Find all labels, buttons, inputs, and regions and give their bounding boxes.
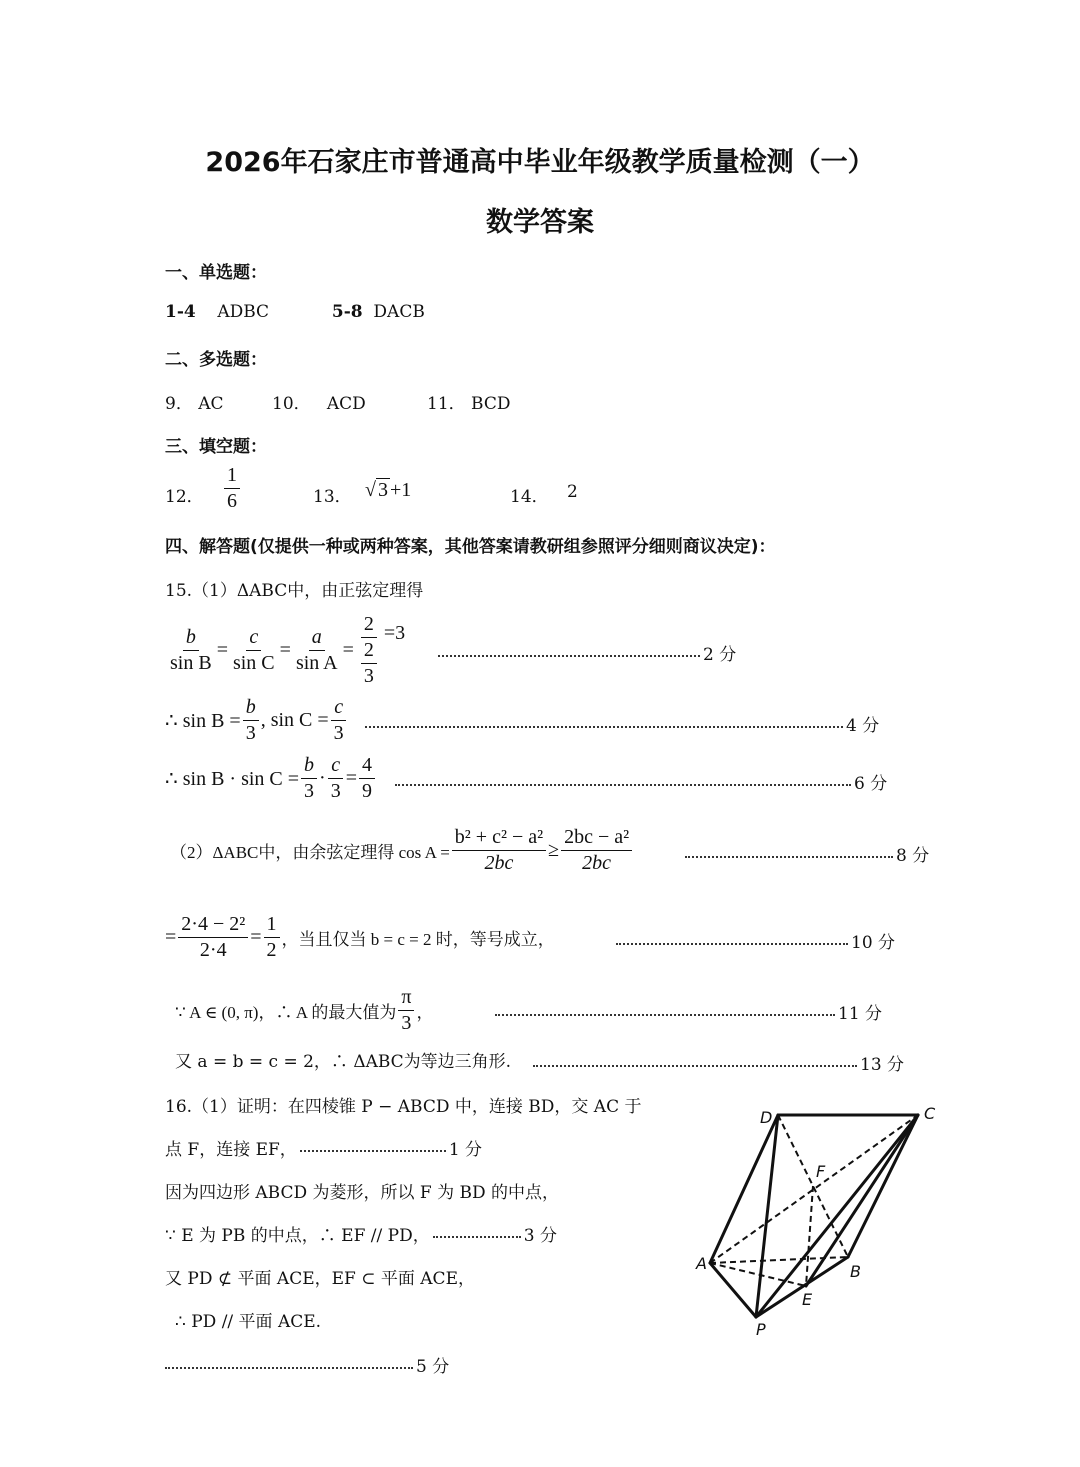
p16-line5: 又 PD ⊄ 平面 ACE，EF ⊂ 平面 ACE， [165, 1269, 475, 1289]
p15-line3-dots: 6 分 [392, 769, 887, 794]
answers-5-8: DACB [373, 302, 425, 322]
vertex-label-a: A [696, 1254, 707, 1273]
point-label-e: E [802, 1290, 813, 1309]
p15-intro: 15.（1）ΔABC中，由正弦定理得 [165, 581, 424, 601]
p15-line2: ∴ sin B = $\frac{b}{3}$ , sin C = $\frac{c}{3}$ [165, 695, 349, 746]
q11 [427, 389, 511, 414]
range-label: 5-8 [331, 302, 363, 322]
answers-1-4: ADBC [217, 302, 270, 322]
p15-line6: ∵ A ∈ (0, π)，∴ A 的最大值为 $\frac{\pi}{3}$ ， [175, 986, 434, 1034]
vertex-label-b: B [850, 1262, 861, 1281]
vertex-label-c: C [924, 1104, 936, 1123]
p15-line2-dots: 4 分 [362, 711, 879, 736]
q-number: 10． [272, 394, 311, 414]
p15-line4-dots: 8 分 [682, 841, 929, 866]
q-answer: AC [198, 394, 224, 414]
q9 [165, 389, 224, 414]
q12-number: 12． [165, 487, 204, 507]
p16-line1: 16.（1）证明：在四棱锥 P − ABCD 中，连接 BD，交 AC 于 [165, 1097, 642, 1117]
p16-line6: ∴ PD // 平面 ACE. [175, 1312, 322, 1332]
q14-number: 14． [510, 487, 549, 507]
single-choice-answers [165, 302, 425, 322]
p15-line5: = $\frac{\text{2·4 − 2²}}{2\cdot 4}$ = $\frac{1}{2}$ ，当且仅当 b = c = 2 时，等号成立， [165, 913, 555, 961]
pyramid-figure [690, 1095, 950, 1340]
vertex-label-p: P [756, 1320, 766, 1339]
page-title: 2026年石家庄市普通高中毕业年级教学质量检测（一） [205, 147, 875, 178]
p15-line6-dots: 11 分 [492, 999, 882, 1024]
p15-line4: （2）ΔABC中，由余弦定理得 cos A = $\frac{\text{b² + c² − a²}}{2bc}$ ≥ $\frac{\text{2bc − a²}}{2bc}$ [170, 825, 634, 876]
p15-line5-dots: 10 分 [613, 928, 895, 953]
vertex-label-d: D [760, 1108, 773, 1127]
q-answer: BCD [471, 394, 511, 414]
range-label: 1-4 [165, 302, 196, 322]
p15-line3: ∴ sin B · sin C = $\frac{b}{3}$ · $\frac{c}{3}$ = $\frac{4}{9}$ [165, 753, 377, 804]
p15-line7: 又 a = b = c = 2，∴ ΔABC为等边三角形. [175, 1052, 512, 1072]
q-answer: ACD [326, 394, 366, 414]
section-heading-multiple-choice: 二、多选题： [165, 350, 267, 370]
q-number: 11． [427, 394, 466, 414]
q14-answer: 2 [567, 482, 578, 502]
q12-answer: $\frac{1}{6}$ [222, 463, 242, 514]
page-subtitle: 数学答案 [486, 207, 594, 238]
section-heading-fill-blank: 三、填空题： [165, 437, 267, 457]
p15-line1: $\frac{b}{\text{sin B}}$ = $\frac{c}{\text{sin C}}$ = $\frac{a}{\text{sin A}}$ = $\frac{2}{\frac{2}{3}}$ =3 [170, 613, 406, 687]
q-number: 9． [165, 394, 193, 414]
section-heading-single-choice: 一、单选题： [165, 263, 267, 283]
point-label-f: F [816, 1162, 826, 1181]
p15-line7-dots: 13 分 [530, 1050, 904, 1075]
p16-line2: 点 F，连接 EF， 1 分 [165, 1140, 483, 1160]
p16-line7: 5 分 [165, 1352, 449, 1377]
q13-number: 13． [313, 487, 352, 507]
p16-line4: ∵ E 为 PB 的中点，∴ EF // PD， 3 分 [165, 1226, 557, 1246]
p15-line1-dots: 2 分 [435, 640, 736, 665]
q10 [272, 389, 366, 414]
q13-answer: √ 3 +1 [365, 478, 412, 501]
p16-line3: 因为四边形 ABCD 为菱形，所以 F 为 BD 的中点， [165, 1183, 560, 1203]
section-heading-solutions: 四、解答题(仅提供一种或两种答案，其他答案请教研组参照评分细则商议决定)： [165, 537, 776, 557]
